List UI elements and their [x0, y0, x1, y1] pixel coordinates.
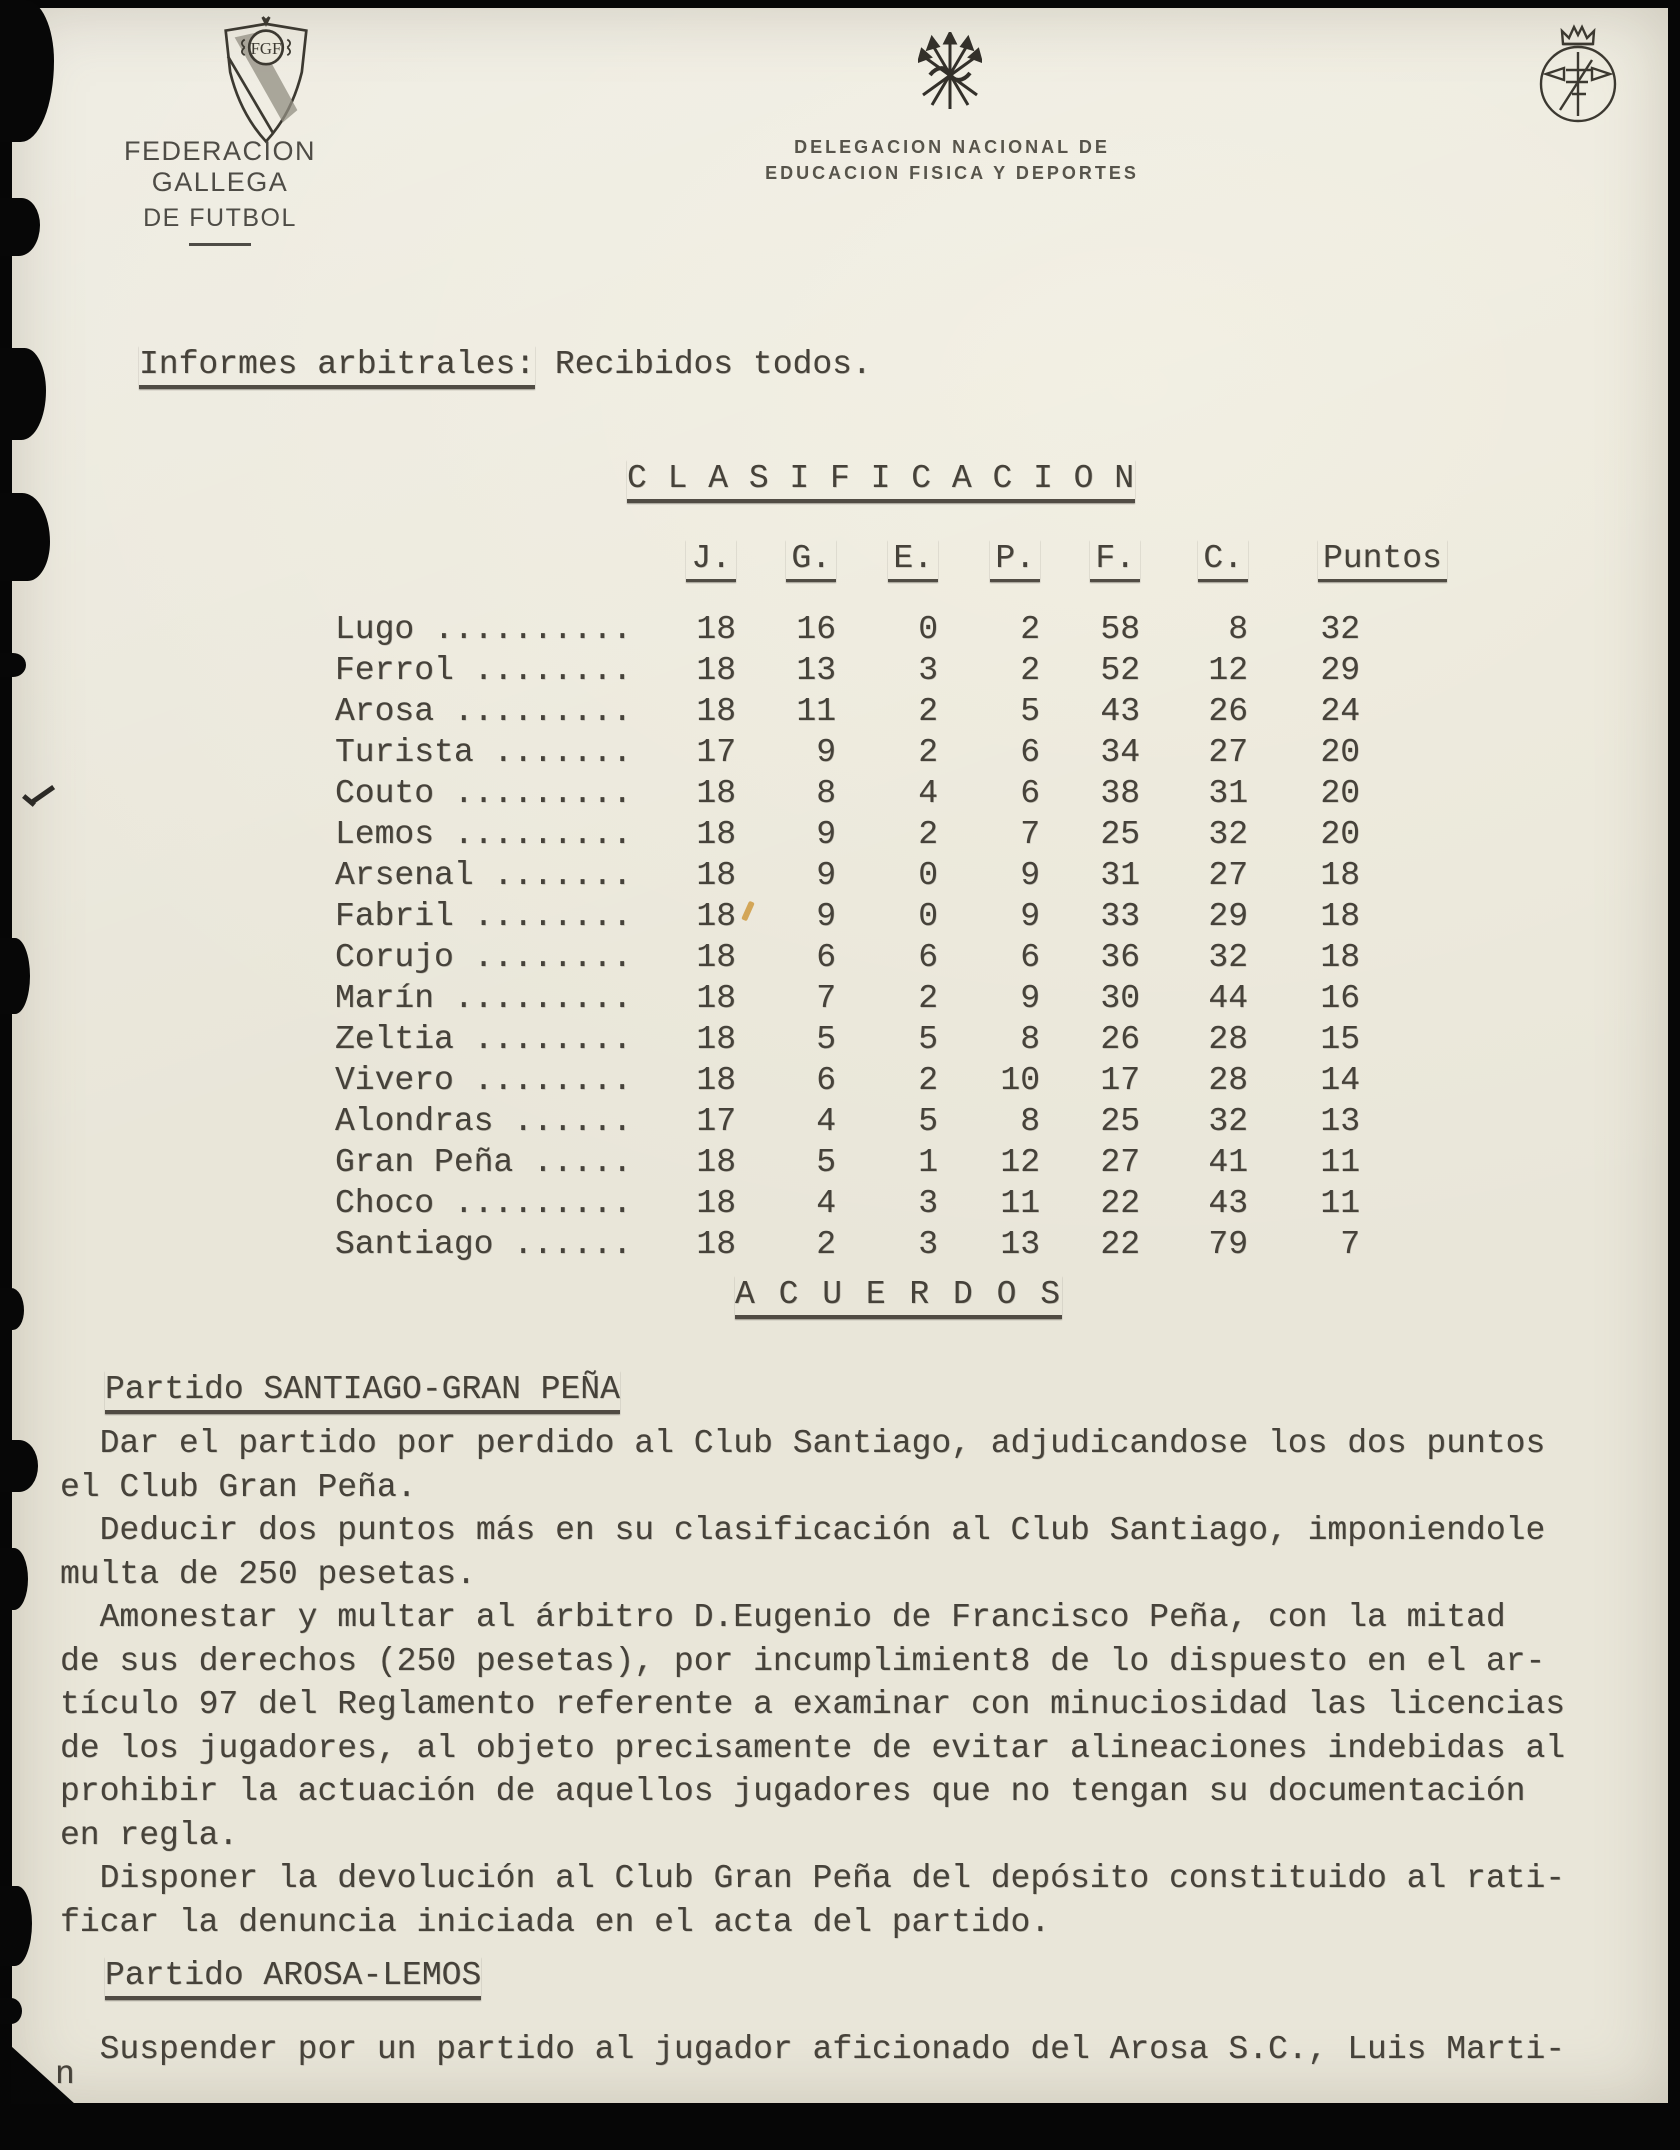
- stat-f: 25: [1100, 816, 1140, 853]
- classification-title: C L A S I F I C A C I O N: [627, 460, 1135, 497]
- stat-p: 13: [1000, 1226, 1040, 1263]
- stat-puntos: 18: [1320, 857, 1360, 894]
- stat-puntos: 32: [1320, 611, 1360, 648]
- table-row: [335, 773, 1385, 814]
- stat-c: 27: [1208, 857, 1248, 894]
- stat-c: 41: [1208, 1144, 1248, 1181]
- table-row: [335, 691, 1385, 732]
- stat-g: 6: [816, 939, 836, 976]
- fgf-shield-icon: [210, 16, 322, 146]
- stat-j: 18: [696, 775, 736, 812]
- stat-j: 18: [696, 1144, 736, 1181]
- team-cell: Ferrol ........: [335, 652, 633, 689]
- team-cell: Lugo ..........: [335, 611, 633, 648]
- stat-c: 8: [1228, 611, 1248, 648]
- stat-puntos: 16: [1320, 980, 1360, 1017]
- torn-edge-mark: [0, 0, 54, 142]
- section-heading: [105, 1954, 1650, 1998]
- stat-p: 9: [1020, 980, 1040, 1017]
- stat-f: 33: [1100, 898, 1140, 935]
- paragraph-line: de sus derechos (250 pesetas), por incumplimient8 de lo dispuesto en el ar-: [60, 1642, 1546, 1680]
- stat-c: 79: [1208, 1226, 1248, 1263]
- torn-edge-mark: [0, 938, 30, 1014]
- stat-p: 2: [1020, 652, 1040, 689]
- stat-p: 7: [1020, 816, 1040, 853]
- team-cell: Lemos .........: [335, 816, 633, 853]
- classification-rows: [335, 609, 1385, 1265]
- table-row: [335, 1142, 1385, 1183]
- team-cell: Santiago ......: [335, 1226, 633, 1263]
- stat-e: 0: [918, 898, 938, 935]
- stat-puntos: 11: [1320, 1144, 1360, 1181]
- fgf-shield-logo: [210, 16, 322, 146]
- paragraph-line: multa de 250 pesetas.: [60, 1555, 476, 1593]
- stat-puntos: 7: [1340, 1226, 1360, 1263]
- stat-g: 5: [816, 1021, 836, 1058]
- header-f: F.: [1040, 540, 1140, 577]
- stat-j: 18: [696, 816, 736, 853]
- stat-f: 52: [1100, 652, 1140, 689]
- stat-f: 27: [1100, 1144, 1140, 1181]
- stat-c: 12: [1208, 652, 1248, 689]
- torn-edge-mark: [0, 1998, 22, 2024]
- stat-j: 18: [696, 1185, 736, 1222]
- stat-e: 2: [918, 734, 938, 771]
- stat-puntos: 18: [1320, 939, 1360, 976]
- stat-e: 1: [918, 1144, 938, 1181]
- stat-j: 18: [696, 652, 736, 689]
- paragraph-line: ficar la denuncia iniciada en el acta del partido.: [60, 1903, 1051, 1941]
- stat-e: 6: [918, 939, 938, 976]
- stat-c: 29: [1208, 898, 1248, 935]
- stat-f: 38: [1100, 775, 1140, 812]
- stat-j: 18: [696, 939, 736, 976]
- stat-g: 9: [816, 816, 836, 853]
- stat-g: 9: [816, 898, 836, 935]
- stat-f: 43: [1100, 693, 1140, 730]
- paragraph-line: el Club Gran Peña.: [60, 1468, 417, 1506]
- stat-p: 11: [1000, 1185, 1040, 1222]
- torn-edge-mark: [0, 1886, 32, 1966]
- stat-g: 5: [816, 1144, 836, 1181]
- table-row: [335, 650, 1385, 691]
- acuerdo-section: [60, 1954, 1650, 2072]
- stat-f: 25: [1100, 1103, 1140, 1140]
- stat-p: 10: [1000, 1062, 1040, 1099]
- stat-p: 6: [1020, 734, 1040, 771]
- paragraph-line: Amonestar y multar al árbitro D.Eugenio de Francisco Peña, con la mitad: [60, 1599, 1506, 1636]
- table-row: [335, 1060, 1385, 1101]
- stat-f: 34: [1100, 734, 1140, 771]
- delegation-line1: DELEGACION NACIONAL DE: [794, 137, 1110, 157]
- paragraph-line: Disponer la devolución al Club Gran Peña del depósito constituido al rati-: [60, 1860, 1566, 1897]
- stat-f: 17: [1100, 1062, 1140, 1099]
- stat-g: 2: [816, 1226, 836, 1263]
- stat-puntos: 18: [1320, 898, 1360, 935]
- team-cell: Alondras ......: [335, 1103, 633, 1140]
- header-j: J.: [649, 540, 736, 577]
- torn-edge-mark: [0, 348, 46, 440]
- stat-f: 26: [1100, 1021, 1140, 1058]
- stat-e: 0: [918, 611, 938, 648]
- stat-e: 3: [918, 652, 938, 689]
- stat-e: 0: [918, 857, 938, 894]
- stat-puntos: 13: [1320, 1103, 1360, 1140]
- pen-check-mark: [22, 786, 56, 812]
- stat-e: 3: [918, 1185, 938, 1222]
- stat-j: 18: [696, 980, 736, 1017]
- stat-f: 30: [1100, 980, 1140, 1017]
- torn-edge-mark: [0, 1288, 24, 1330]
- paragraph-line: en regla.: [60, 1816, 239, 1854]
- stat-e: 2: [918, 1062, 938, 1099]
- torn-edge-mark: [0, 653, 26, 677]
- paragraph-line: Dar el partido por perdido al Club Santiago, adjudicandose los dos puntos: [60, 1425, 1546, 1462]
- stat-puntos: 20: [1320, 734, 1360, 771]
- stat-j: 18: [696, 611, 736, 648]
- header-e: E.: [836, 540, 938, 577]
- org-name-line1: FEDERACION GALLEGA: [123, 136, 317, 197]
- stat-c: 28: [1208, 1062, 1248, 1099]
- stat-p: 5: [1020, 693, 1040, 730]
- org-name-rule: [189, 243, 251, 246]
- stat-e: 5: [918, 1021, 938, 1058]
- stat-g: 11: [796, 693, 836, 730]
- intro-rest: Recibidos todos.: [535, 346, 872, 383]
- stat-c: 28: [1208, 1021, 1248, 1058]
- stat-c: 32: [1208, 939, 1248, 976]
- stat-f: 58: [1100, 611, 1140, 648]
- stat-f: 31: [1100, 857, 1140, 894]
- section-heading-text: Partido SANTIAGO-GRAN PEÑA: [105, 1371, 620, 1414]
- header-p: P.: [938, 540, 1040, 577]
- team-cell: Choco .........: [335, 1185, 633, 1222]
- stat-j: 18: [696, 693, 736, 730]
- stat-e: 4: [918, 775, 938, 812]
- table-row: [335, 732, 1385, 773]
- team-cell: Gran Peña .....: [335, 1144, 633, 1181]
- document-page: [12, 8, 1668, 2103]
- team-cell: Arosa .........: [335, 693, 633, 730]
- table-row: [335, 814, 1385, 855]
- stat-g: 8: [816, 775, 836, 812]
- table-row: [335, 1183, 1385, 1224]
- stat-e: 3: [918, 1226, 938, 1263]
- team-cell: Vivero ........: [335, 1062, 633, 1099]
- table-row: [335, 978, 1385, 1019]
- stat-p: 6: [1020, 939, 1040, 976]
- stat-p: 9: [1020, 898, 1040, 935]
- stat-g: 9: [816, 734, 836, 771]
- header-team-spacer: [335, 540, 649, 577]
- team-cell: Fabril ........: [335, 898, 633, 935]
- stat-p: 8: [1020, 1021, 1040, 1058]
- header-c: C.: [1140, 540, 1248, 577]
- team-cell: Arsenal .......: [335, 857, 633, 894]
- table-row: [335, 937, 1385, 978]
- table-row: [335, 1019, 1385, 1060]
- stat-g: 13: [796, 652, 836, 689]
- acuerdos-title: A C U E R D O S: [735, 1276, 1062, 1313]
- stat-f: 22: [1100, 1226, 1140, 1263]
- stat-c: 26: [1208, 693, 1248, 730]
- stat-c: 32: [1208, 1103, 1248, 1140]
- stat-g: 6: [816, 1062, 836, 1099]
- intro-underlined: Informes arbitrales:: [139, 346, 535, 389]
- paragraph-line: Deducir dos puntos más en su clasificación al Club Santiago, imponiendole: [60, 1512, 1546, 1549]
- torn-edge-mark: [0, 1548, 28, 1610]
- stat-c: 31: [1208, 775, 1248, 812]
- stat-puntos: 24: [1320, 693, 1360, 730]
- letterhead-delegation: [732, 134, 1172, 186]
- table-row: [335, 855, 1385, 896]
- acuerdo-section: [60, 1368, 1650, 1944]
- stat-e: 5: [918, 1103, 938, 1140]
- acuerdos-sections: [60, 1368, 1650, 2072]
- yoke-and-arrows-icon: [918, 32, 982, 120]
- table-row: [335, 609, 1385, 650]
- table-row: [335, 896, 1385, 937]
- stat-j: 18: [696, 1021, 736, 1058]
- paragraph-line: de los jugadores, al objeto precisamente de evitar alineaciones indebidas al: [60, 1729, 1566, 1767]
- stat-j: 17: [696, 1103, 736, 1140]
- paragraph-line: prohibir la actuación de aquellos jugadores que no tengan su documentación: [60, 1773, 1526, 1810]
- team-cell: Corujo ........: [335, 939, 633, 976]
- stat-puntos: 20: [1320, 775, 1360, 812]
- header-puntos: Puntos: [1318, 540, 1430, 577]
- stat-p: 9: [1020, 857, 1040, 894]
- stat-j: 18: [696, 898, 736, 935]
- crowned-federation-emblem: [1528, 22, 1628, 128]
- stat-puntos: 29: [1320, 652, 1360, 689]
- team-cell: Marín .........: [335, 980, 633, 1017]
- stat-g: 4: [816, 1103, 836, 1140]
- stat-j: 18: [696, 857, 736, 894]
- letterhead-org-name: [70, 136, 370, 246]
- header-g: G.: [736, 540, 836, 577]
- stat-c: 44: [1208, 980, 1248, 1017]
- torn-edge-mark: [0, 1440, 38, 1492]
- stat-puntos: 11: [1320, 1185, 1360, 1222]
- stat-f: 22: [1100, 1185, 1140, 1222]
- stat-puntos: 14: [1320, 1062, 1360, 1099]
- stat-f: 36: [1100, 939, 1140, 976]
- stat-e: 2: [918, 693, 938, 730]
- stat-g: 4: [816, 1185, 836, 1222]
- intro-line: [139, 346, 872, 383]
- stat-puntos: 20: [1320, 816, 1360, 853]
- stat-p: 6: [1020, 775, 1040, 812]
- stat-c: 27: [1208, 734, 1248, 771]
- table-row: [335, 1224, 1385, 1265]
- stat-c: 32: [1208, 816, 1248, 853]
- stat-puntos: 15: [1320, 1021, 1360, 1058]
- stat-j: 18: [696, 1226, 736, 1263]
- stat-e: 2: [918, 816, 938, 853]
- stat-p: 12: [1000, 1144, 1040, 1181]
- team-cell: Zeltia ........: [335, 1021, 633, 1058]
- torn-edge-mark: [0, 493, 50, 581]
- stat-e: 2: [918, 980, 938, 1017]
- section-heading: [105, 1368, 1650, 1412]
- torn-edge-mark: [0, 198, 40, 256]
- delegation-line2: EDUCACION FISICA Y DEPORTES: [765, 163, 1139, 183]
- svg-text:FGF: FGF: [250, 39, 282, 59]
- team-cell: Turista .......: [335, 734, 633, 771]
- stat-j: 18: [696, 1062, 736, 1099]
- team-cell: Couto .........: [335, 775, 633, 812]
- org-name-line2: DE FUTBOL: [143, 204, 297, 232]
- paragraph-line: tículo 97 del Reglamento referente a examinar con minuciosidad las licencias: [60, 1686, 1566, 1723]
- crowned-emblem-icon: [1528, 22, 1628, 128]
- paragraph-line: Suspender por un partido al jugador aficionado del Arosa S.C., Luis Marti-: [60, 2031, 1566, 2068]
- stat-g: 7: [816, 980, 836, 1017]
- section-heading-text: Partido AROSA-LEMOS: [105, 1957, 481, 2000]
- stat-p: 2: [1020, 611, 1040, 648]
- stray-margin-character: n: [55, 2056, 75, 2093]
- stat-g: 9: [816, 857, 836, 894]
- stat-c: 43: [1208, 1185, 1248, 1222]
- stat-p: 8: [1020, 1103, 1040, 1140]
- classification-header-row: [335, 540, 1442, 577]
- stat-j: 17: [696, 734, 736, 771]
- table-row: [335, 1101, 1385, 1142]
- yoke-and-arrows-emblem: [918, 32, 982, 120]
- stat-g: 16: [796, 611, 836, 648]
